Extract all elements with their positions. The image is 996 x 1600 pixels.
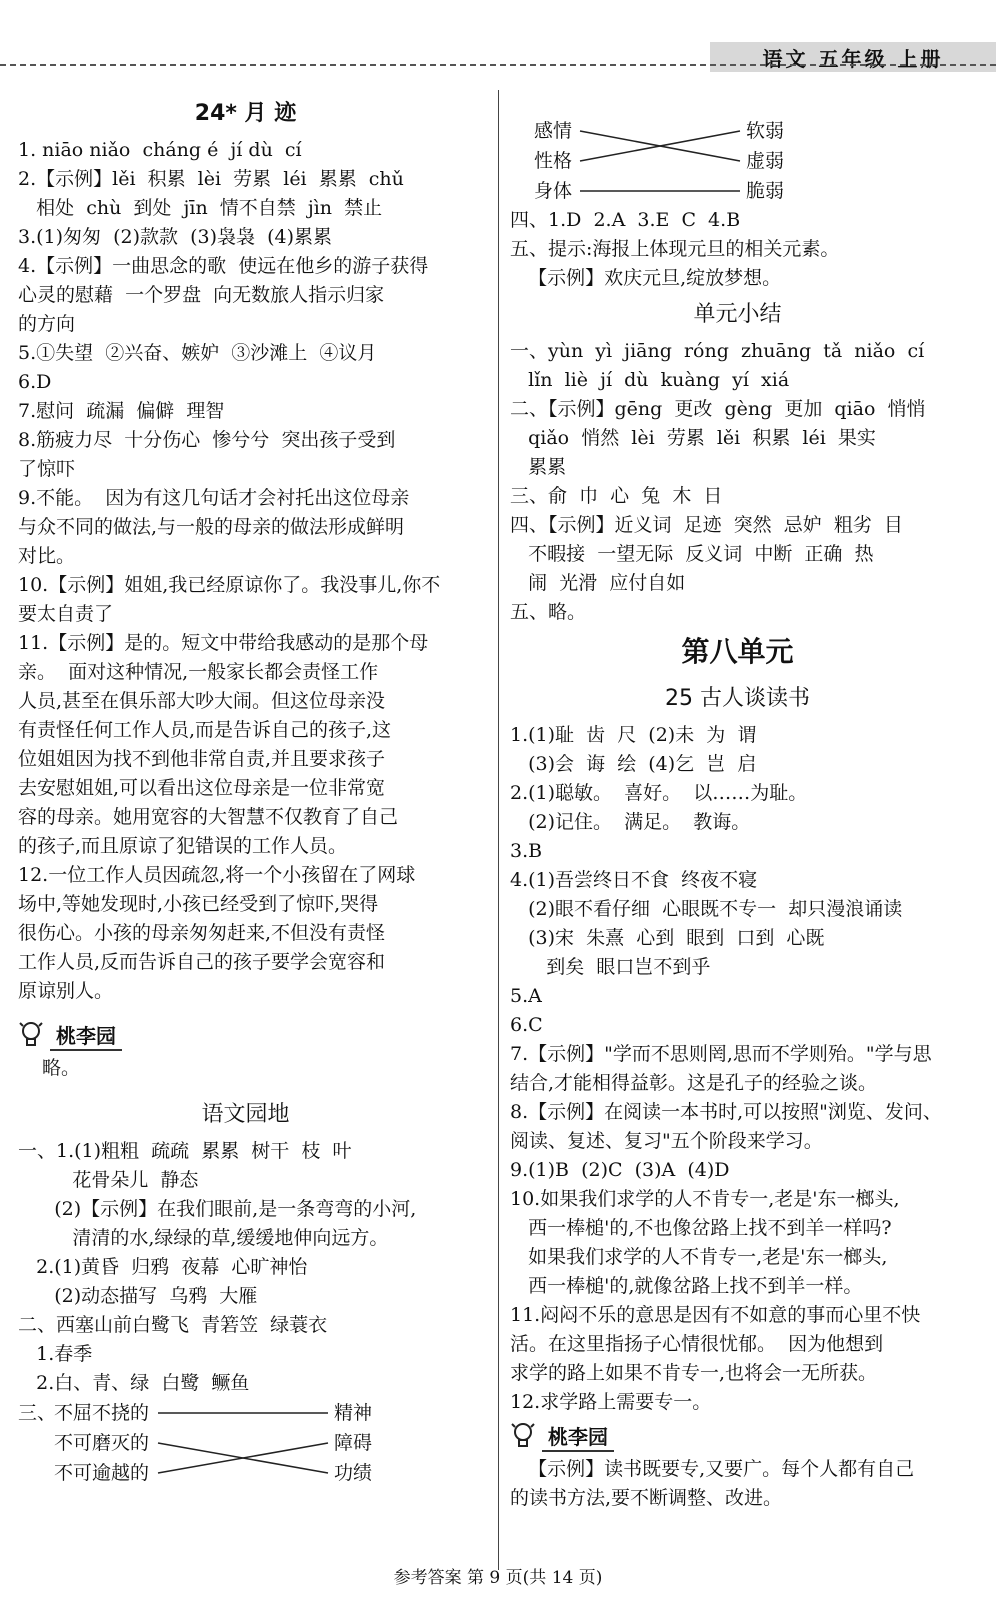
answer-line: 工作人员,反而告诉自己的孩子要学会宽容和 <box>18 951 386 973</box>
answer-line: 二、西塞山前白鹭飞 青箬笠 绿蓑衣 <box>18 1314 328 1336</box>
match-prefix: 三、 <box>18 1402 57 1424</box>
answer-line: 西一棒槌'的,就像岔路上找不到羊一样。 <box>510 1275 863 1297</box>
answer-line: 2.【示例】lěi 积累 lèi 劳累 léi 累累 chǔ <box>18 168 404 190</box>
answer-line: 花骨朵儿 静态 <box>18 1169 199 1191</box>
answer-line: 不暇接 一望无际 反义词 中断 正确 热 <box>510 543 874 565</box>
answer-line: 12.求学路上需要专一。 <box>510 1391 712 1413</box>
section-title-24: 24* 月 迹 <box>194 101 297 126</box>
answer-line: 阅读、复述、复习"五个阶段来学习。 <box>510 1130 823 1152</box>
answer-line: 的读书方法,要不断调整、改进。 <box>510 1487 783 1509</box>
answer-line: (3)宋 朱熹 心到 眼到 口到 心既 <box>510 927 825 949</box>
match-right-item: 软弱 <box>746 120 785 142</box>
badge-label: 桃李园 <box>50 1020 122 1051</box>
answer-line: 结合,才能相得益彰。这是孔子的经验之谈。 <box>510 1072 878 1094</box>
answer-line: 一、1.(1)粗粗 疏疏 累累 树干 枝 叶 <box>18 1140 352 1162</box>
section-title-garden: 语文园地 <box>201 1102 290 1127</box>
answer-line: 6.D <box>18 371 52 393</box>
answer-line: 有责怪任何工作人员,而是告诉自己的孩子,这 <box>18 719 392 741</box>
right-answers-c <box>510 721 965 1417</box>
answer-line: 如果我们求学的人不肯专一,老是'东一榔头, <box>510 1246 888 1268</box>
answer-line: 原谅别人。 <box>18 980 114 1002</box>
answer-line: 人员,甚至在俱乐部大吵大闹。但这位母亲没 <box>18 690 386 712</box>
answer-line: 的孩子,而且原谅了犯错误的工作人员。 <box>18 835 348 857</box>
left-answers-b <box>18 1137 473 1398</box>
badge-text: 略。 <box>42 1057 81 1079</box>
answer-line: 1.(1)耻 齿 尺 (2)未 为 谓 <box>510 724 757 746</box>
answer-line: 活。在这里指扬子心情很忧郁。 因为他想到 <box>510 1333 884 1355</box>
taoliyuan-badge <box>510 1417 965 1455</box>
answer-line: 场中,等她发现时,小孩已经受到了惊吓,哭得 <box>18 893 379 915</box>
match-lines <box>18 1398 473 1488</box>
left-answers-a <box>18 136 473 1006</box>
match-right-item: 精神 <box>334 1402 373 1424</box>
answer-line: 很伤心。小孩的母亲匆匆赶来,不但没有责怪 <box>18 922 386 944</box>
page-header: 语文 五年级 上册 <box>710 42 996 72</box>
answer-line: 二、【示例】gēng 更改 gèng 更加 qiāo 悄悄 <box>510 398 926 420</box>
answer-line: 相处 chù 到处 jīn 情不自禁 jìn 禁止 <box>18 197 383 219</box>
answer-line: 四、【示例】近义词 足迹 突然 忌妒 粗劣 目 <box>510 514 903 536</box>
answer-line: 累累 <box>510 456 567 478</box>
answer-line: 3.(1)匆匆 (2)款款 (3)袅袅 (4)累累 <box>18 226 333 248</box>
right-column <box>510 92 965 1513</box>
answer-line: (3)会 诲 绘 (4)乞 岂 启 <box>510 753 757 775</box>
answer-line: (2)眼不看仔细 心眼既不专一 却只漫浪诵读 <box>510 898 903 920</box>
answer-line: 9.不能。 因为有这几句话才会衬托出这位母亲 <box>18 487 410 509</box>
page-footer: 参考答案 第 9 页(共 14 页) <box>393 1568 603 1588</box>
left-column <box>18 92 473 1488</box>
section-title-25: 25 古人谈读书 <box>665 686 810 711</box>
answer-line: 位姐姐因为找不到他非常自责,并且要求孩子 <box>18 748 386 770</box>
answer-line: 3.B <box>510 840 543 862</box>
section-title-unit-summary: 单元小结 <box>693 302 782 327</box>
answer-line: 2.(1)聪敏。 喜好。 以……为耻。 <box>510 782 808 804</box>
answer-line: 12.一位工作人员因疏忽,将一个小孩留在了网球 <box>18 864 416 886</box>
right-answers-a <box>510 206 965 293</box>
answer-line: 五、提示:海报上体现元旦的相关元素。 <box>510 238 840 260</box>
answer-line: 的方向 <box>18 313 76 335</box>
answer-line: 去安慰姐姐,可以看出这位母亲是一位非常宽 <box>18 777 386 799</box>
right-answers-d <box>510 1455 965 1513</box>
answer-line: 亲。 面对这种情况,一般家长都会责怪工作 <box>18 661 379 683</box>
answer-line: 三、俞 巾 心 兔 木 日 <box>510 485 723 507</box>
answer-line: 11.闷闷不乐的意思是因有不如意的事而心里不快 <box>510 1304 921 1326</box>
match-right-item: 脆弱 <box>746 180 785 202</box>
match-right-item: 障碍 <box>334 1432 373 1454</box>
matching-exercise-top <box>510 116 965 206</box>
answer-line: qiǎo 悄然 lèi 劳累 lěi 积累 léi 果实 <box>510 427 876 449</box>
match-left-item: 不屈不挠的 <box>54 1402 150 1424</box>
answer-line: 要太自责了 <box>18 603 114 625</box>
answer-line: (2)【示例】在我们眼前,是一条弯弯的小河, <box>18 1198 417 1220</box>
answer-line: 容的母亲。她用宽容的大智慧不仅教育了自己 <box>18 806 399 828</box>
answer-line: 求学的路上如果不肯专一,也将会一无所获。 <box>510 1362 878 1384</box>
right-answers-b <box>510 337 965 627</box>
answer-line: 五、略。 <box>510 601 587 623</box>
answer-line: 11.【示例】是的。短文中带给我感动的是那个母 <box>18 632 429 654</box>
matching-exercise-3 <box>18 1398 473 1488</box>
match-left-item: 性格 <box>534 150 573 172</box>
match-right-item: 功绩 <box>334 1462 373 1484</box>
answer-line: 8.【示例】在阅读一本书时,可以按照"浏览、发问、 <box>510 1101 942 1123</box>
answer-line: 2.白、青、绿 白鹭 鳜鱼 <box>18 1372 250 1394</box>
answer-line: 心灵的慰藉 一个罗盘 向无数旅人指示归家 <box>18 284 385 306</box>
lightbulb-icon <box>18 1020 44 1050</box>
answer-line: 5.①失望 ②兴奋、嫉妒 ③沙滩上 ④议月 <box>18 342 377 364</box>
answer-line: 到矣 眼口岂不到乎 <box>510 956 711 978</box>
answer-line: 5.A <box>510 985 542 1007</box>
match-lines <box>510 116 965 206</box>
answer-line: 四、1.D 2.A 3.E C 4.B <box>510 209 741 231</box>
answer-line: 2.(1)黄昏 归鸦 夜幕 心旷神怡 <box>18 1256 308 1278</box>
answer-line: 清清的水,绿绿的草,缓缓地伸向远方。 <box>18 1227 389 1249</box>
answer-line: 6.C <box>510 1014 543 1036</box>
answer-line: 与众不同的做法,与一般的母亲的做法形成鲜明 <box>18 516 405 538</box>
answer-line: 1. niāo niǎo cháng é jí dù cí <box>18 139 302 161</box>
answer-line: lǐn liè jí dù kuàng yí xiá <box>510 369 790 391</box>
answer-line: 一、yùn yì jiāng róng zhuāng tǎ niǎo cí <box>510 340 925 362</box>
match-left-item: 感情 <box>534 120 573 142</box>
match-left-item: 不可磨灭的 <box>54 1432 150 1454</box>
answer-line: (2)动态描写 乌鸦 大雁 <box>18 1285 258 1307</box>
answer-line: 4.【示例】一曲思念的歌 使远在他乡的游子获得 <box>18 255 429 277</box>
match-left-item: 不可逾越的 <box>54 1462 150 1484</box>
column-divider <box>498 90 499 1570</box>
answer-line: 闹 光滑 应付自如 <box>510 572 686 594</box>
answer-line: 了惊吓 <box>18 458 76 480</box>
answer-line: 9.(1)B (2)C (3)A (4)D <box>510 1159 730 1181</box>
answer-line: 1.春季 <box>18 1343 93 1365</box>
answer-line: 8.筋疲力尽 十分伤心 惨兮兮 突出孩子受到 <box>18 429 396 451</box>
answer-line: 对比。 <box>18 545 76 567</box>
answer-line: (2)记住。 满足。 教诲。 <box>510 811 751 833</box>
match-right-item: 虚弱 <box>746 150 785 172</box>
lightbulb-icon <box>510 1421 536 1451</box>
answer-line: 7.【示例】"学而不思则罔,思而不学则殆。"学与思 <box>510 1043 932 1065</box>
answer-line: 7.慰问 疏漏 偏僻 理智 <box>18 400 225 422</box>
answer-line: 4.(1)吾尝终日不食 终夜不寝 <box>510 869 758 891</box>
answer-line: 西一棒槌'的,不也像岔路上找不到羊一样吗? <box>510 1217 892 1239</box>
unit-heading-8: 第八单元 <box>681 635 794 668</box>
match-left-item: 身体 <box>534 180 573 202</box>
header-dashed-rule <box>0 64 996 66</box>
answer-line: 【示例】欢庆元旦,绽放梦想。 <box>510 267 782 289</box>
answer-line: 10.【示例】姐姐,我已经原谅你了。我没事儿,你不 <box>18 574 441 596</box>
answer-line: 10.如果我们求学的人不肯专一,老是'东一榔头, <box>510 1188 900 1210</box>
taoliyuan-badge <box>18 1016 473 1054</box>
badge-label: 桃李园 <box>542 1421 614 1452</box>
answer-line: 【示例】读书既要专,又要广。每个人都有自己 <box>510 1458 915 1480</box>
